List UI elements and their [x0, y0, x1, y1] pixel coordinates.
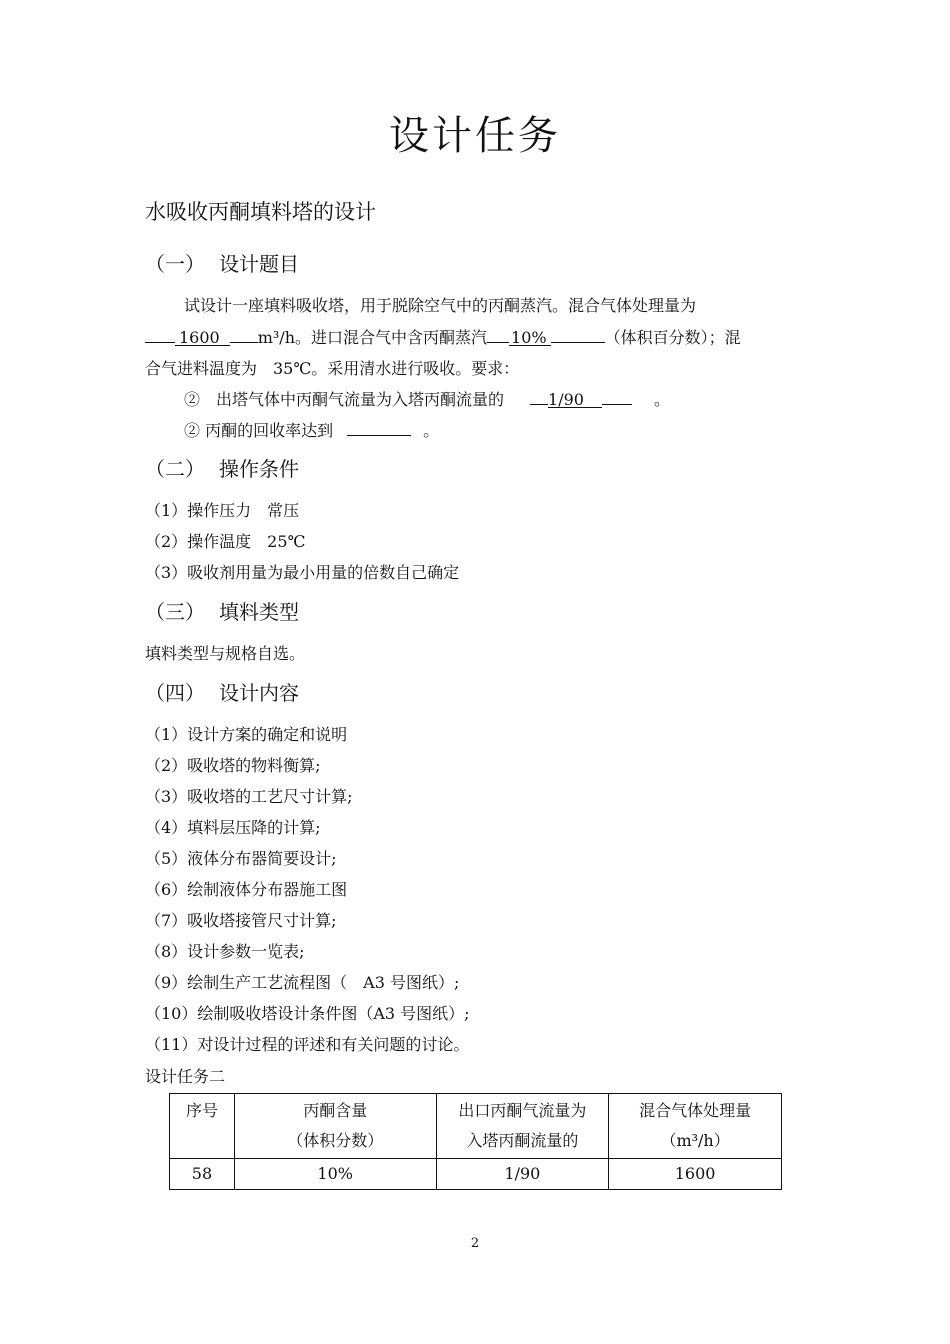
- design-task-table: [169, 1093, 782, 1190]
- blank-underline: [530, 404, 548, 405]
- condition-item: （1）操作压力 常压: [145, 501, 300, 520]
- content-item: （8）设计参数一览表;: [145, 942, 305, 961]
- task-paragraph-line-3: 合气进料温度为 35℃。采用清水进行吸收。要求：: [145, 359, 520, 378]
- table-cell: 1600: [609, 1159, 782, 1190]
- requirement-1-value: 1/90: [548, 392, 602, 408]
- blank-underline: [145, 342, 175, 343]
- content-item: （4）填料层压降的计算;: [145, 818, 321, 837]
- condition-item: （2）操作温度 25℃: [145, 532, 306, 551]
- table-cell: 10%: [234, 1159, 436, 1190]
- requirement-2: [184, 418, 439, 441]
- section-3-number: （三）: [145, 600, 205, 624]
- task-paragraph-line-2: [145, 325, 741, 348]
- blank-underline: [230, 342, 258, 343]
- flow-unit-text: m³/h。进口混合气中含丙酮蒸汽: [257, 328, 488, 347]
- table-row: [170, 1159, 782, 1190]
- section-2-number: （二）: [145, 457, 205, 481]
- concentration-value: 10%: [509, 330, 551, 346]
- task-paragraph-line-1: 试设计一座填料吸收塔，用于脱除空气中的丙酮蒸汽。混合气体处理量为: [184, 296, 697, 315]
- section-4-label: 设计内容: [219, 681, 299, 705]
- table-caption: 设计任务二: [145, 1067, 226, 1086]
- content-item: （7）吸收塔接管尺寸计算;: [145, 911, 337, 930]
- blank-underline: [602, 404, 632, 405]
- blank-underline: [551, 342, 605, 343]
- requirement-2-text: ② 丙酮的回收率达到: [184, 421, 334, 440]
- page-title: 设计任务: [389, 113, 561, 159]
- task-paragraph-line-2-tail: （体积百分数）；混: [604, 328, 741, 347]
- blank-underline: [347, 435, 411, 436]
- requirement-1: [184, 387, 670, 410]
- content-item: （3）吸收塔的工艺尺寸计算;: [145, 787, 353, 806]
- document-subtitle: 水吸收丙酮填料塔的设计: [145, 200, 376, 224]
- table-header-cell: 混合气体处理量 （m³/h）: [609, 1094, 782, 1159]
- content-item: （2）吸收塔的物料衡算;: [145, 756, 321, 775]
- packing-text: 填料类型与规格自选。: [145, 644, 306, 663]
- requirement-2-end: 。: [423, 421, 440, 440]
- table-cell: 1/90: [436, 1159, 609, 1190]
- flow-value: 1600: [175, 330, 230, 346]
- table-header-row: [170, 1094, 782, 1159]
- content-item: （10）绘制吸收塔设计条件图（A3 号图纸）;: [145, 1004, 470, 1023]
- section-4-heading: [145, 677, 299, 706]
- requirement-1-text: ② 出塔气体中丙酮气流量为入塔丙酮流量的: [184, 390, 505, 409]
- content-item: （9）绘制生产工艺流程图（ A3 号图纸）;: [145, 973, 460, 992]
- table-header-cell: 序号: [170, 1094, 235, 1159]
- content-item: （11）对设计过程的评述和有关问题的讨论。: [145, 1035, 470, 1054]
- content-item: （5）液体分布器简要设计;: [145, 849, 337, 868]
- section-3-label: 填料类型: [219, 600, 299, 624]
- content-item: （6）绘制液体分布器施工图: [145, 880, 348, 899]
- section-3-heading: [145, 596, 299, 625]
- section-1-label: 设计题目: [219, 252, 299, 276]
- requirement-1-end: 。: [653, 390, 670, 409]
- page-number: 2: [470, 1236, 480, 1251]
- section-1-number: （一）: [145, 252, 205, 276]
- table-cell: 58: [170, 1159, 235, 1190]
- condition-item: （3）吸收剂用量为最小用量的倍数自己确定: [145, 563, 460, 582]
- section-1-heading: [145, 248, 299, 277]
- table-header-cell: 丙酮含量 （体积分数）: [234, 1094, 436, 1159]
- table-header-cell: 出口丙酮气流量为 入塔丙酮流量的: [436, 1094, 609, 1159]
- section-2-label: 操作条件: [219, 457, 299, 481]
- blank-underline: [487, 342, 509, 343]
- section-2-heading: [145, 453, 299, 482]
- section-4-number: （四）: [145, 681, 205, 705]
- content-item: （1）设计方案的确定和说明: [145, 725, 348, 744]
